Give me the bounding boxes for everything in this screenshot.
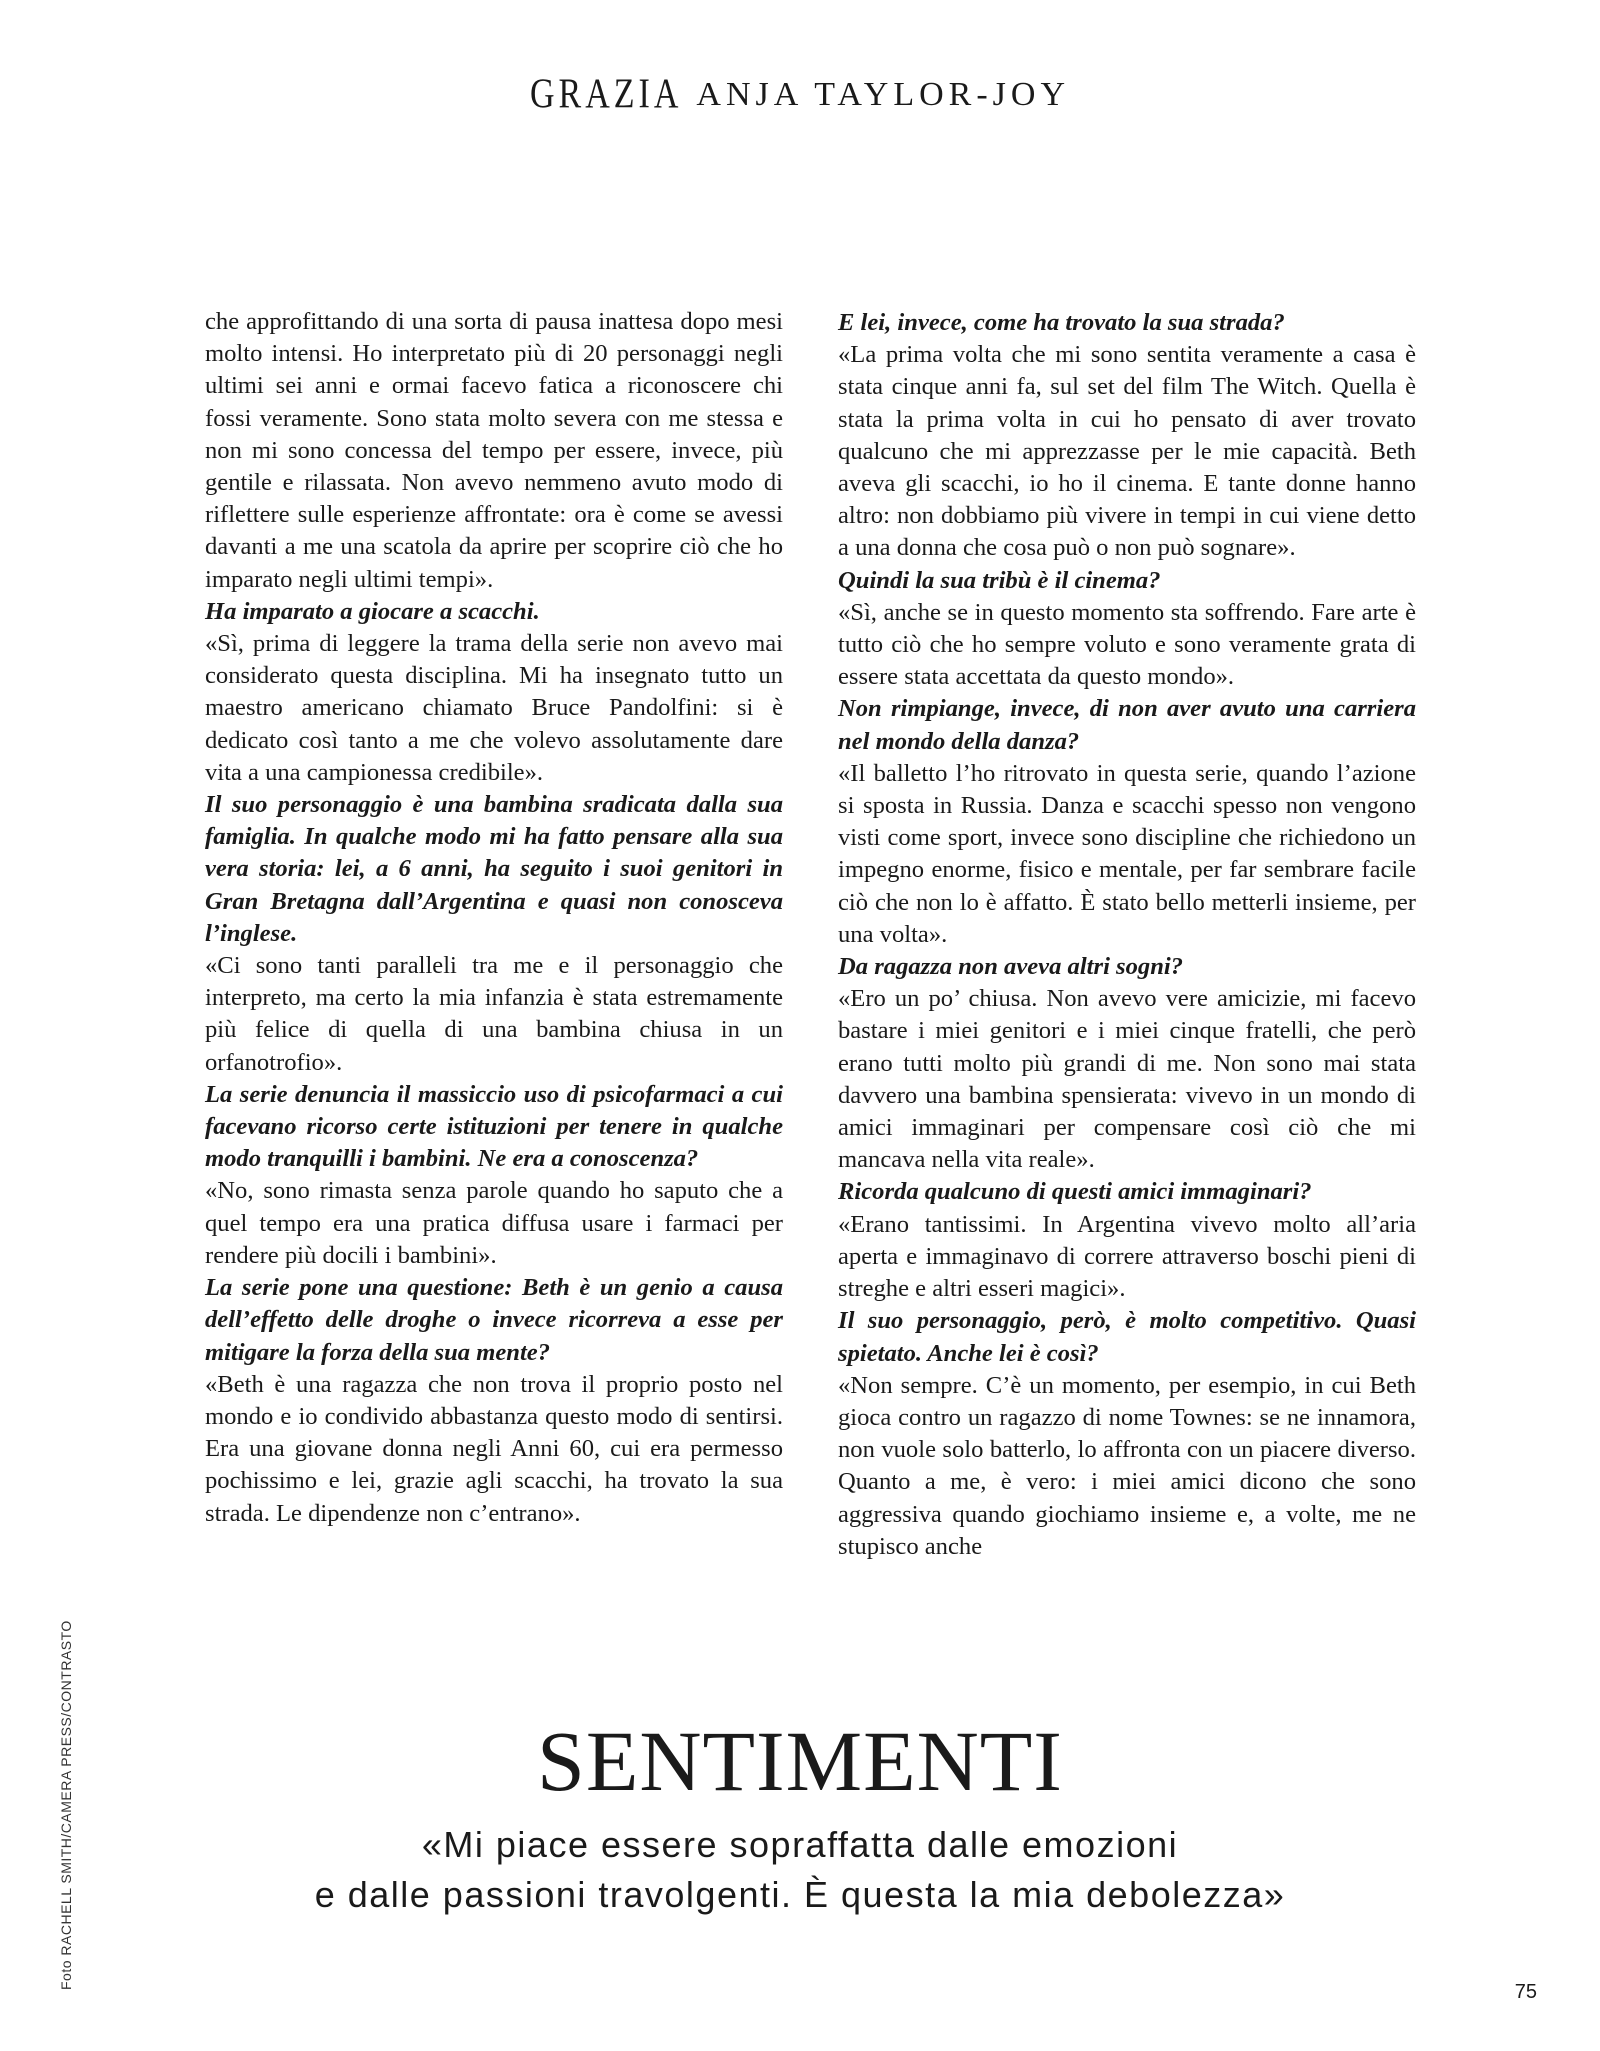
answer-paragraph: «Sì, prima di leggere la trama della serie non avevo mai considerato questa disciplina. Mi ha insegnato tutto un maestro americano chiamato Bruce Pandolfini: si è dedicato così tanto a me che volevo assolutamente dare vita a una campionessa credibile». (205, 630, 783, 786)
article-subject: ANJA TAYLOR-JOY (696, 76, 1071, 113)
section-title: SENTIMENTI (537, 1713, 1063, 1809)
question: Ricorda qualcuno di questi amici immaginari? (838, 1178, 1312, 1206)
question: Ha imparato a giocare a scacchi. (205, 597, 540, 625)
pull-quote (0, 1820, 1600, 1920)
answer-paragraph: «Il balletto l’ho ritrovato in questa serie, quando l’azione si sposta in Russia. Danza e scacchi spesso non vengono visti come sport, invece sono discipline che richiedono un impegno enorme, fisico e mentale, per far sembrare facile ciò che non lo è affatto. È stato bello metterli insieme, per una volta». (838, 759, 1416, 948)
answer-paragraph: «Sì, anche se in questo momento sta soffrendo. Fare arte è tutto ciò che ho sempre voluto e sono veramente grata di essere stata accettata da questo mondo». (838, 598, 1416, 691)
left-column (205, 306, 783, 1530)
question: Il suo personaggio, però, è molto competitivo. Quasi spietato. Anche lei è così? (838, 1307, 1416, 1367)
running-header (0, 71, 1600, 118)
answer-paragraph: «Ero un po’ chiusa. Non avevo vere amicizie, mi facevo bastare i miei genitori e i miei cinque fratelli, che però erano tutti molto più grandi di me. Non sono mai stata davvero una bambina spensierata: vivevo in un mondo di amici immaginari per compensare così ciò che mi mancava nella vita reale». (838, 985, 1416, 1174)
answer-paragraph: «No, sono rimasta senza parole quando ho saputo che a quel tempo era una pratica diffusa usare i farmaci per rendere più docili i bambini». (205, 1177, 783, 1269)
pull-quote-line: «Mi piace essere sopraffatta dalle emozioni (421, 1824, 1179, 1865)
question: Da ragazza non aveva altri sogni? (838, 953, 1184, 981)
page-number: 75 (1514, 1981, 1537, 2003)
question: E lei, invece, come ha trovato la sua strada? (838, 309, 1285, 336)
question: La serie pone una questione: Beth è un genio a causa dell’effetto delle droghe o invece ricorreva a esse per mitigare la forza della sua mente? (205, 1274, 783, 1366)
answer-paragraph: «Non sempre. C’è un momento, per esempio, in cui Beth gioca contro un ragazzo di nome Townes: se ne innamora, non vuole solo batterlo, lo affronta con un piacere diverso. Quanto a me, è vero: i miei amici dicono che sono aggressiva quando giochiamo insieme e, a volte, me ne stupisco anche (838, 1371, 1416, 1560)
question: Quindi la sua tribù è il cinema? (838, 566, 1161, 594)
right-column (838, 307, 1416, 1563)
answer-paragraph: «Ci sono tanti paralleli tra me e il personaggio che interpreto, ma certo la mia infanzia è stata estremamente più felice di quella di una bambina chiusa in un orfanotrofio». (205, 952, 783, 1076)
photo-credit: Foto RACHELL SMITH/CAMERA PRESS/CONTRASTO (58, 1620, 74, 1990)
question: Non rimpiange, invece, di non aver avuto una carriera nel mondo della danza? (838, 695, 1416, 755)
answer-paragraph: «Beth è una ragazza che non trova il proprio posto nel mondo e io condivido abbastanza questo modo di sentirsi. Era una giovane donna negli Anni 60, cui era permesso pochissimo e lei, grazie agli scacchi, ha trovato la sua strada. Le dipendenze non c’entrano». (205, 1370, 783, 1527)
question: La serie denuncia il massiccio uso di psicofarmaci a cui facevano ricorso certe istituzioni per tenere in qualche modo tranquilli i bambini. Ne era a conoscenza? (205, 1080, 783, 1173)
answer-paragraph: che approfittando di una sorta di pausa inattesa dopo mesi molto intensi. Ho interpretato più di 20 personaggi negli ultimi sei anni e ormai facevo fatica a riconoscere chi fossi veramente. Sono stata molto severa con me stessa e non mi sono concessa del tempo per essere, invece, più gentile e rilassata. Non avevo nemmeno avuto modo di riflettere sulle esperienze affrontate: ora è come se avessi davanti a me una scatola da aprire per scoprire ciò che ho imparato negli ultimi tempi». (205, 308, 783, 593)
pull-quote-line: e dalle passioni travolgenti. È questa la mia debolezza» (314, 1874, 1286, 1915)
magazine-logo: GRAZIA (529, 71, 683, 118)
answer-paragraph: «La prima volta che mi sono sentita veramente a casa è stata cinque anni fa, sul set del film The Witch. Quella è stata la prima volta in cui ho pensato di aver trovato qualcuno che mi apprezzasse per le mie capacità. Beth aveva gli scacchi, io ho il cinema. E tante donne hanno altro: non dobbiamo più vivere in tempi in cui viene detto a una donna che cosa può o non può sognare». (838, 341, 1416, 562)
answer-paragraph: «Erano tantissimi. In Argentina vivevo molto all’aria aperta e immaginavo di correre attraverso boschi pieni di streghe e altri esseri magici». (838, 1210, 1416, 1303)
question: Il suo personaggio è una bambina sradicata dalla sua famiglia. In qualche modo mi ha fatto pensare alla sua vera storia: lei, a 6 anni, ha seguito i suoi genitori in Gran Bretagna dall’Argentina e quasi non conosceva l’inglese. (205, 791, 783, 947)
